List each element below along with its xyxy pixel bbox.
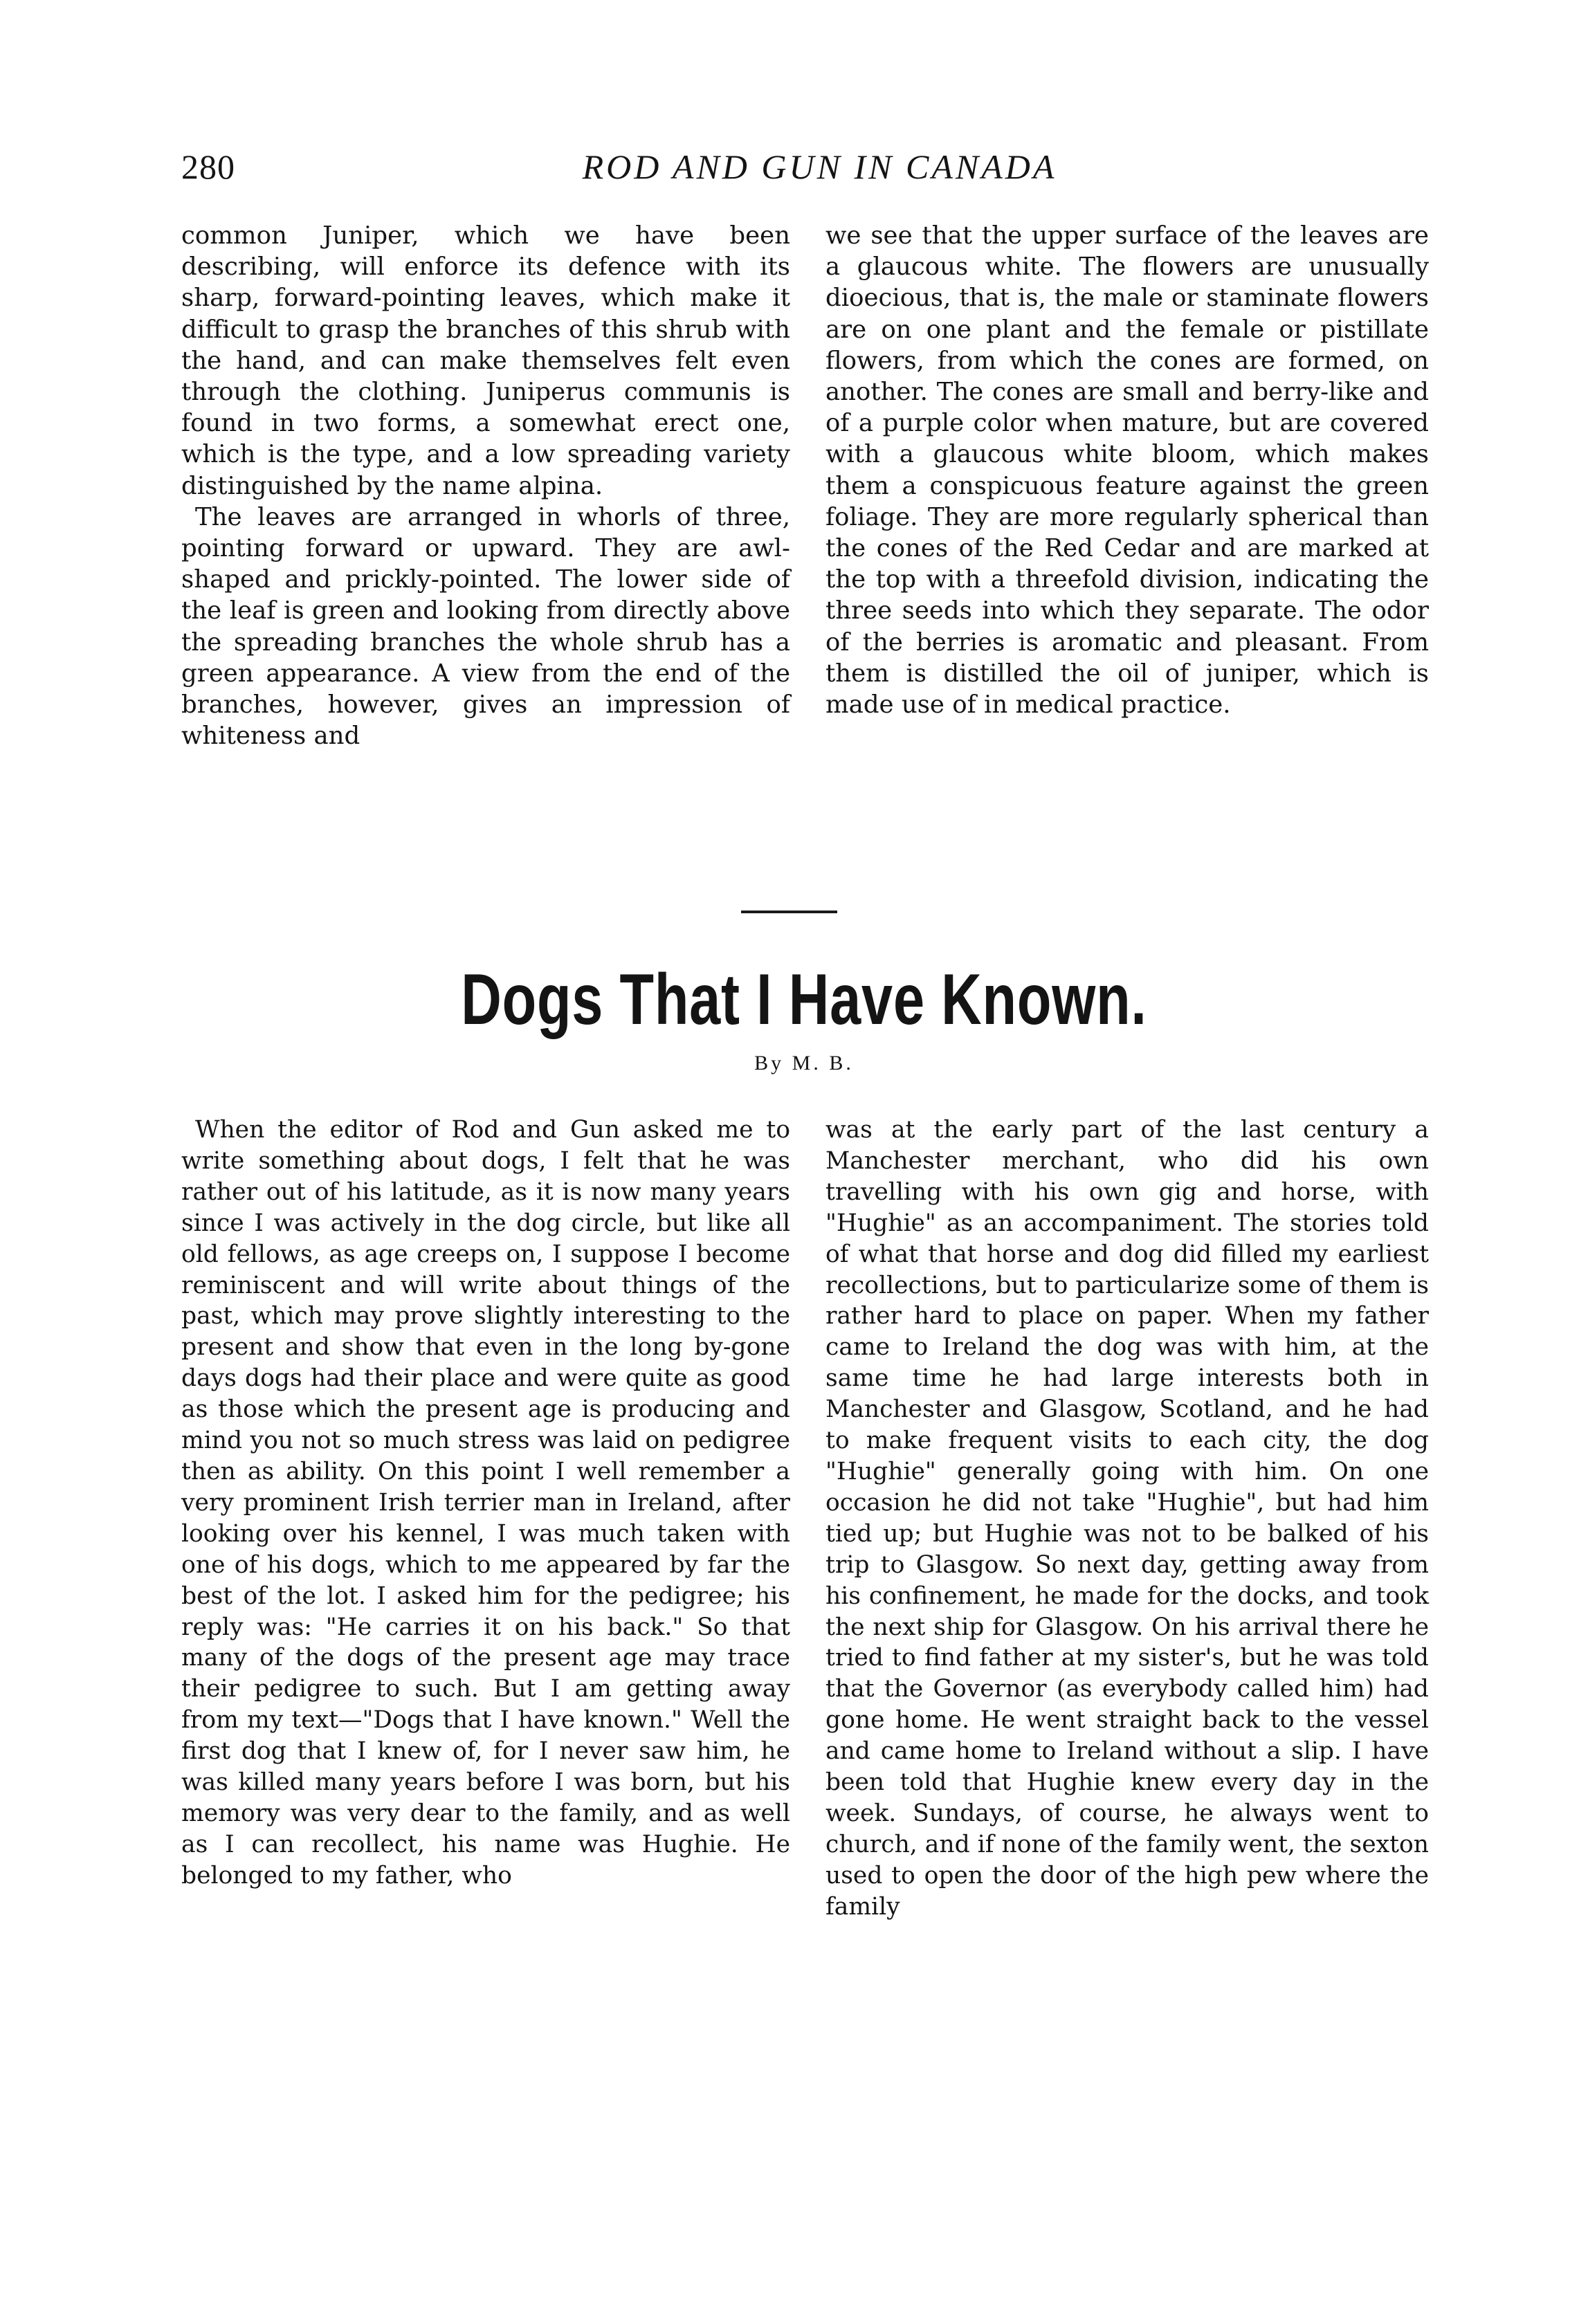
article-right-column xyxy=(825,1115,1429,1923)
page-header xyxy=(181,147,1458,195)
article-left-column xyxy=(181,1115,790,1892)
previous-article-paragraph: The leaves are arranged in whorls of three, pointing forward or upward. They are awl-shaped and prickly-pointed. The lower side of the leaf is green and looking from directly above the spreading branches the whole shrub has a green appearance. A view from the end of the branches, however, gives an impression of whiteness and xyxy=(181,502,790,751)
running-title: ROD AND GUN IN CANADA xyxy=(582,147,1057,186)
previous-article-left-column xyxy=(181,220,790,751)
article-paragraph: When the editor of Rod and Gun asked me to write something about dogs, I felt that he was rather out of his latitude, as it is now many years since I was actively in the dog circle, but like all old fellows, as age creeps on, I suppose I become reminiscent and will write about things of the past, which may prove slightly interesting to the present and show that even in the long by-gone days dogs had their place and were quite as good as those which the present age is producing and mind you not so much stress was laid on pedigree then as ability. On this point I well remember a very prominent Irish terrier man in Ireland, after looking over his kennel, I was much taken with one of his dogs, which to me appeared by far the best of the lot. I asked him for the pedigree; his reply was: "He carries it on his back." So that many of the dogs of the present age may trace their pedigree to such. But I am getting away from my text—"Dogs that I have known." Well the first dog that I knew of, for I never saw him, he was killed many years before I was born, but his memory was very dear to the family, and as well as I can recollect, his name was Hughie. He belonged to my father, who xyxy=(181,1116,790,1890)
article-byline: By M. B. xyxy=(754,1052,854,1074)
previous-article-paragraph: we see that the upper surface of the leaves are a glaucous white. The flowers are unusually dioecious, that is, the male or staminate flowers are on one plant and the female or pistillate flowers, from which the cones are formed, on another. The cones are small and berry-like and of a purple color when mature, but are covered with a glaucous white bloom, which makes them a conspicuous feature against the green foliage. They are more regularly spherical than the cones of the Red Cedar and are marked at the top with a threefold division, indicating the three seeds into which they separate. The odor of the berries is aromatic and pleasant. From them is distilled the oil of juniper, which is made use of in medical practice. xyxy=(825,221,1429,720)
section-divider xyxy=(741,911,837,913)
article-title: Dogs That I Have Known. xyxy=(461,960,1147,1040)
previous-article-paragraph: common Juniper, which we have been describing, will enforce its defence with its sharp, forward-pointing leaves, which make it difficult to grasp the branches of this shrub with the hand, and can make themselves felt even through the clothing. Juniperus communis is found in two forms, a somewhat erect one, which is the type, and a low spreading variety distinguished by the name alpina. xyxy=(181,221,790,500)
page-number: 280 xyxy=(181,147,235,186)
previous-article-right-column xyxy=(825,220,1429,720)
article-paragraph: was at the early part of the last century a Manchester merchant, who did his own travelling with his own gig and horse, with "Hughie" as an accompaniment. The stories told of what that horse and dog did filled my earliest recollections, but to particularize some of them is rather hard to place on paper. When my father came to Ireland the dog was with him, at the same time he had large interests both in Manchester and Glasgow, Scotland, and he had to make frequent visits to each city, the dog "Hughie" generally going with him. On one occasion he did not take "Hughie", but had him tied up; but Hughie was not to be balked of his trip to Glasgow. So next day, getting away from his confinement, he made for the docks, and took the next ship for Glasgow. On his arrival there he tried to find father at my sister's, but he was told that the Governor (as everybody called him) had gone home. He went straight back to the vessel and came home to Ireland without a slip. I have been told that Hughie knew every day in the week. Sundays, of course, he always went to church, and if none of the family went, the sexton used to open the door of the high pew where the family xyxy=(825,1116,1429,1921)
